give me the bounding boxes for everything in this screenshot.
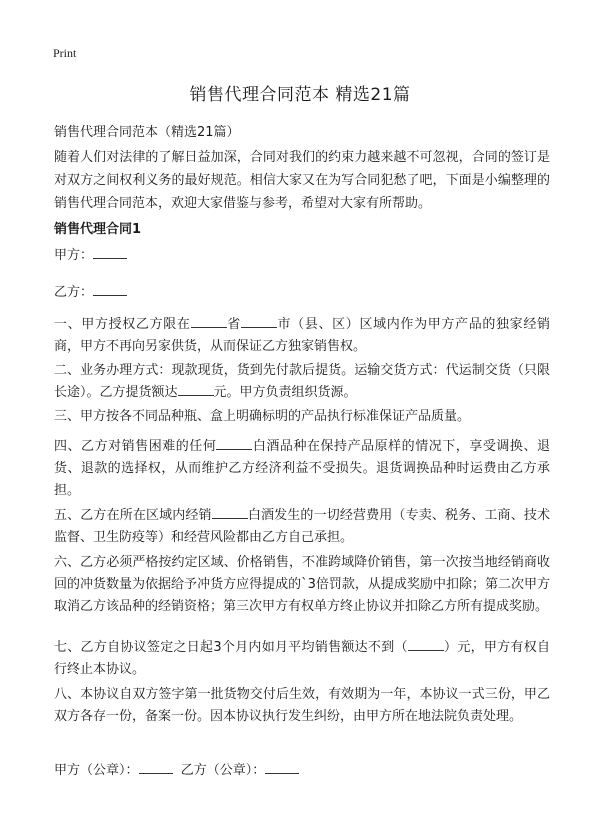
- clause-2-text-a: 二、业务办理方式：现款现货，货到先付款后提货。运输交货方式：代运制交货（只限长途）。乙方提货额达: [54, 363, 550, 400]
- document-subtitle: 销售代理合同范本（精选21篇）: [54, 125, 240, 140]
- section-heading: 销售代理合同1: [54, 222, 142, 237]
- clause-1-text-a: 一、甲方授权乙方限在: [54, 317, 191, 332]
- clause-6: 六、乙方必须严格按约定区域、价格销售，不准跨域降价销售，第一次按当地经销商收回的冲货数量为依据给予冲货方应得提成的`3倍罚款，从提成奖励中扣除；第二次甲方取消乙方该品种的经销资格；第三次甲方有权单方终止协议并扣除乙方所有提成奖励。: [54, 555, 550, 614]
- clause-3: 三、甲方按各不同品种瓶、盒上明确标明的产品执行标准保证产品质量。: [54, 409, 471, 424]
- clause-2-text-b: 元。甲方负责组织货源。: [213, 385, 357, 400]
- clause-7-text-b: ）元，甲方有权自行终止本协议。: [54, 640, 550, 677]
- clause-1: [54, 314, 550, 358]
- clause-7: [54, 637, 550, 681]
- clause-1-text-b: 省: [226, 317, 241, 332]
- clause-5-text-b: 白酒发生的一切经营费用（专卖、税务、工商、技术监督、卫生防疫等）和经营风险都由乙方自己承担。: [54, 508, 550, 545]
- intro-paragraph: 随着人们对法律的了解日益加深，合同对我们的约束力越来越不可忽视，合同的签订是对双方之间权利义务的最好规范。相信大家又在为写合同犯愁了吧，下面是小编整理的销售代理合同范本，欢迎大家借鉴与参考，希望对大家有所帮助。: [54, 150, 550, 211]
- clause-2: [54, 360, 550, 404]
- clause-4-text-b: 白酒品种在保持产品原样的情况下，享受调换、退货、退款的选择权，从而维护乙方经济利益不受损失。退货调换品种时运费由乙方承担。: [54, 439, 550, 498]
- clause-8: 八、本协议自双方签字第一批货物交付后生效，有效期为一年，本协议一式三份，甲乙双方各存一份，备案一份。因本协议执行发生纠纷，由甲方所在地法院负责处理。: [54, 687, 550, 724]
- sign-a-blank: [139, 760, 173, 774]
- clause-5-text-a: 五、乙方在所在区域内经销: [54, 508, 212, 523]
- clause-7-text-a: 七、乙方自协议签定之日起3个月内如月平均销售额达不到（: [54, 640, 408, 655]
- city-blank: [241, 314, 277, 328]
- sign-b-label: 乙方（公章）：: [180, 763, 266, 778]
- sales-target-blank: [408, 637, 444, 651]
- party-a-label: 甲方：: [54, 248, 94, 263]
- signature-line: [54, 760, 550, 782]
- brand-blank: [212, 505, 248, 519]
- print-link[interactable]: Print: [53, 46, 77, 60]
- clause-1-text-c: 市（县、区）区域内作为甲方产品的独家经销商，甲方不再向另家供货，从而保证乙方独家销售权。: [54, 317, 550, 354]
- province-blank: [191, 314, 227, 328]
- party-b-blank: [93, 282, 127, 296]
- sign-a-label: 甲方（公章）：: [54, 763, 139, 778]
- clause-5: [54, 505, 550, 549]
- clause-4: [54, 436, 550, 502]
- party-b-label: 乙方：: [54, 285, 94, 300]
- party-b-line: [54, 282, 550, 304]
- party-a-line: [54, 245, 550, 267]
- amount-blank: [178, 382, 214, 396]
- party-a-blank: [93, 245, 127, 259]
- product-blank: [216, 436, 252, 450]
- sign-b-blank: [265, 760, 299, 774]
- clause-4-text-a: 四、乙方对销售困难的任何: [54, 439, 217, 454]
- document-title: 销售代理合同范本 精选21篇: [189, 85, 411, 105]
